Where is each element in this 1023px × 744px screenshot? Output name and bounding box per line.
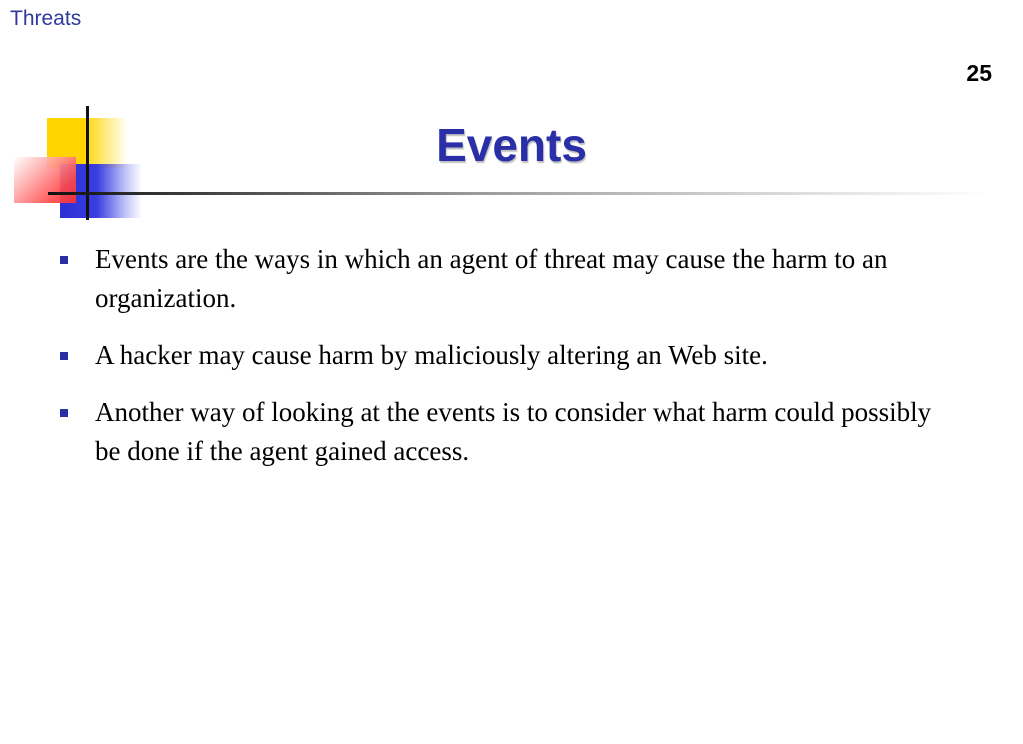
bullet-item bbox=[58, 240, 938, 318]
bullet-item bbox=[58, 393, 938, 471]
bullet-text: Events are the ways in which an agent of threat may cause the harm to an organization. bbox=[95, 244, 888, 313]
bullet-item bbox=[58, 336, 938, 375]
square-bullet-icon bbox=[60, 352, 68, 360]
square-bullet-icon bbox=[60, 256, 68, 264]
square-bullet-icon bbox=[60, 409, 68, 417]
bullet-text: A hacker may cause harm by maliciously altering an Web site. bbox=[95, 340, 768, 370]
section-label: Threats bbox=[10, 7, 82, 30]
bullet-text: Another way of looking at the events is to consider what harm could possibly be done if the agent gained access. bbox=[95, 397, 932, 466]
page-number: 25 bbox=[966, 60, 992, 86]
slide-title: Events bbox=[436, 119, 587, 171]
title-underline-rule bbox=[48, 192, 988, 195]
bullet-list bbox=[58, 240, 938, 489]
